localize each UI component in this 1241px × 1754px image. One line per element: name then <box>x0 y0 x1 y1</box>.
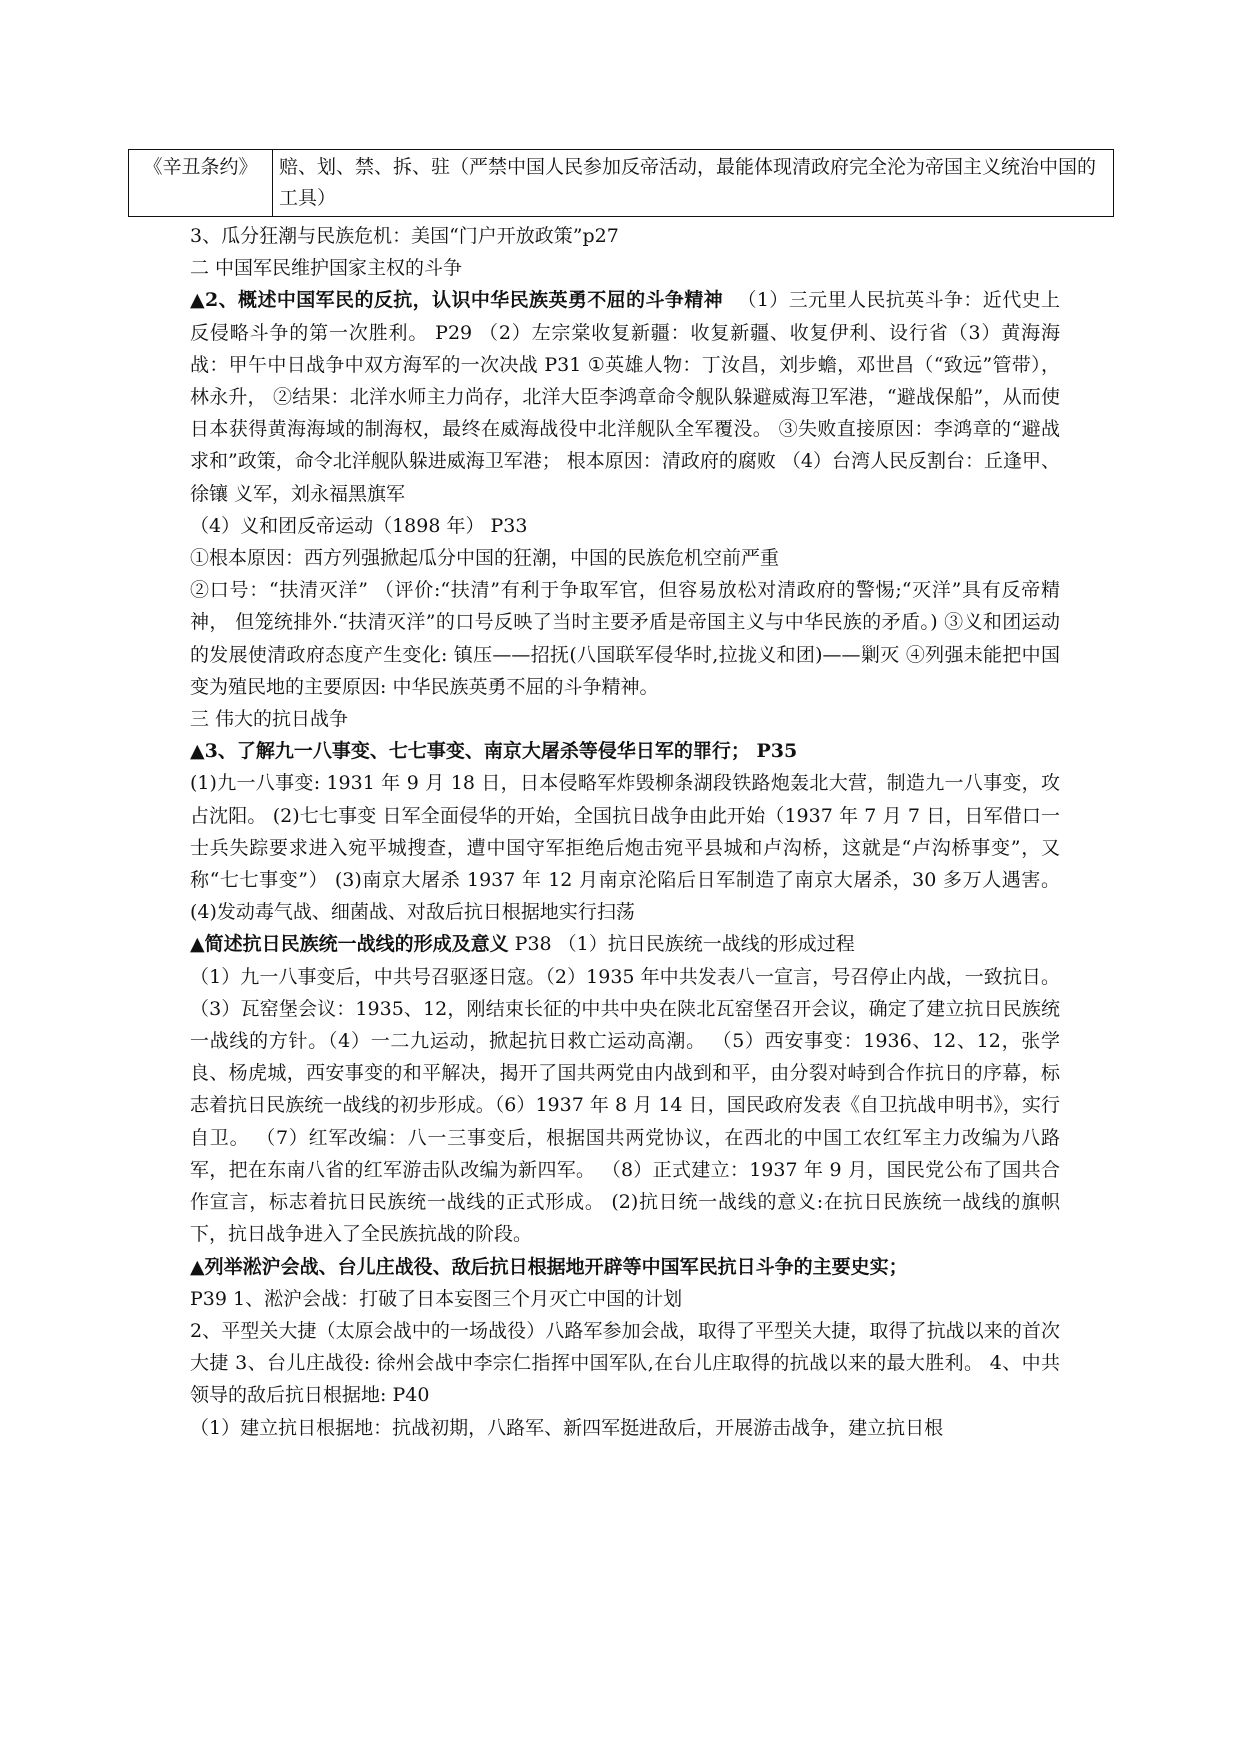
section-heading-three: 三 伟大的抗日战争 <box>190 708 349 731</box>
topic-heading: ▲2、概述中国军民的反抗，认识中华民族英勇不屈的斗争精神 <box>190 289 724 312</box>
document-body <box>190 220 1060 1444</box>
topic-heading: ▲3、了解九一八事变、七七事变、南京大屠杀等侵华日军的罪行； P35 <box>190 740 798 763</box>
treaty-content-cell: 赔、划、禁、拆、驻（严禁中国人民参加反帝活动，最能体现清政府完全沦为帝国主义统治中国的工具） <box>273 150 1114 217</box>
paragraph-battles: 2、平型关大捷（太原会战中的一场战役）八路军参加会战，取得了平型关大捷，取得了抗战以来的首次大捷 3、台儿庄战役: 徐州会战中李宗仁指挥中国军队,在台儿庄取得的抗战以来的最大胜利。 4、中共领导的敌后抗日根据地: P40 <box>190 1319 1060 1407</box>
topic-heading: ▲列举淞沪会战、台儿庄战役、敌后抗日根据地开辟等中国军民抗日斗争的主要史实； <box>190 1255 908 1278</box>
paragraph-crimes: (1)九一八事变: 1931 年 9 月 18 日，日本侵略军炸毁柳条湖段铁路炮轰北大营，制造九一八事变，攻占沈阳。 (2)七七事变 日军全面侵华的开始，全国抗日战争由此开始（1937 年 7 月 7 日，日军借口一士兵失踪要求进入宛平城搜查，遭中国守军拒绝后炮击宛平县城和卢沟桥，这就是“卢沟桥事变”，又称“七七事变”） (3)南京大屠杀 1937 年 12 月南京沦陷后日军制造了南京大屠杀，30 多万人遇害。 (4)发动毒气战、细菌战、对敌后抗日根据地实行扫荡 <box>190 772 1060 924</box>
paragraph-united-front: （1）九一八事变后，中共号召驱逐日寇。（2）1935 年中共发表八一宣言，号召停止内战，一致抗日。（3）瓦窑堡会议：1935、12，刚结束长征的中共中央在陕北瓦窑堡召开会议，确定了建立抗日民族统一战线的方针。（4）一二九运动，掀起抗日救亡运动高潮。 （5）西安事变：1936、12、12，张学良、杨虎城，西安事变的和平解决，揭开了国共两党由内战到和平，由分裂对峙到合作抗日的序幕，标志着抗日民族统一战线的初步形成。（6）1937 年 8 月 14 日，国民政府发表《自卫抗战申明书》，实行自卫。 （7）红军改编：八一三事变后，根据国共两党协议，在西北的中国工农红军主力改编为八路军，把在东南八省的红军游击队改编为新四军。 （8）正式建立：1937 年 9 月，国民党公布了国共合作宣言，标志着抗日民族统一战线的正式形成。 (2)抗日统一战线的意义:在抗日民族统一战线的旗帜下，抗日战争进入了全民族抗战的阶段。 <box>190 965 1060 1246</box>
paragraph-battles-heading <box>190 1251 1060 1315</box>
treaty-table <box>128 149 1114 217</box>
paragraph-text: P38 （1）抗日民族统一战线的形成过程 <box>508 933 855 956</box>
paragraph-united-front-heading <box>190 928 1060 960</box>
table-row <box>129 150 1114 217</box>
topic-heading: ▲简述抗日民族统一战线的形成及意义 <box>190 933 509 956</box>
paragraph-text: （1）三元里人民抗英斗争：近代史上反侵略斗争的第一次胜利。 P29 （2）左宗棠收复新疆：收复新疆、收复伊利、设行省（3）黄海海战：甲午中日战争中双方海军的一次决战 P31 ①英雄人物：丁汝昌，刘步蟾，邓世昌（“致远”管带），林永升， ②结果：北洋水师主力尚存，北洋大臣李鸿章命令舰队躲避威海卫军港，“避战保船”，从而使日本获得黄海海域的制海权，最终在威海战役中北洋舰队全军覆没。 ③失败直接原因：李鸿章的“避战求和”政策，命令北洋舰队躲进威海卫军港； 根本原因：清政府的腐败 （4）台湾人民反割台：丘逢甲、徐镶 义军，刘永福黑旗军 <box>190 289 1060 505</box>
boxer-heading: （4）义和团反帝运动（1898 年） P33 <box>190 514 528 537</box>
treaty-name-cell: 《辛丑条约》 <box>129 150 273 217</box>
paragraph-base-areas: （1）建立抗日根据地：抗战初期，八路军、新四军挺进敌后，开展游击战争，建立抗日根 <box>190 1416 944 1439</box>
section-heading-two: 二 中国军民维护国家主权的斗争 <box>190 257 463 280</box>
paragraph-resistance <box>190 284 1060 509</box>
boxer-slogan: ②口号：“扶清灭洋” （评价:“扶清”有利于争取军官，但容易放松对清政府的警惕;“灭洋”具有反帝精神， 但笼统排外.“扶清灭洋”的口号反映了当时主要矛盾是帝国主义与中华民族的矛盾。) ③义和团运动的发展使清政府态度产生变化: 镇压——招抚(八国联军侵华时,拉拢义和团)——剿灭 ④列强未能把中国变为殖民地的主要原因: 中华民族英勇不屈的斗争精神。 <box>190 579 1060 698</box>
paragraph-text: P39 1、淞沪会战：打破了日本妄图三个月灭亡中国的计划 <box>190 1287 683 1310</box>
boxer-cause: ①根本原因：西方列强掀起瓜分中国的狂潮，中国的民族危机空前严重 <box>190 547 780 570</box>
partition-crisis-line: 3、瓜分狂潮与民族危机：美国“门户开放政策”p27 <box>190 225 619 247</box>
